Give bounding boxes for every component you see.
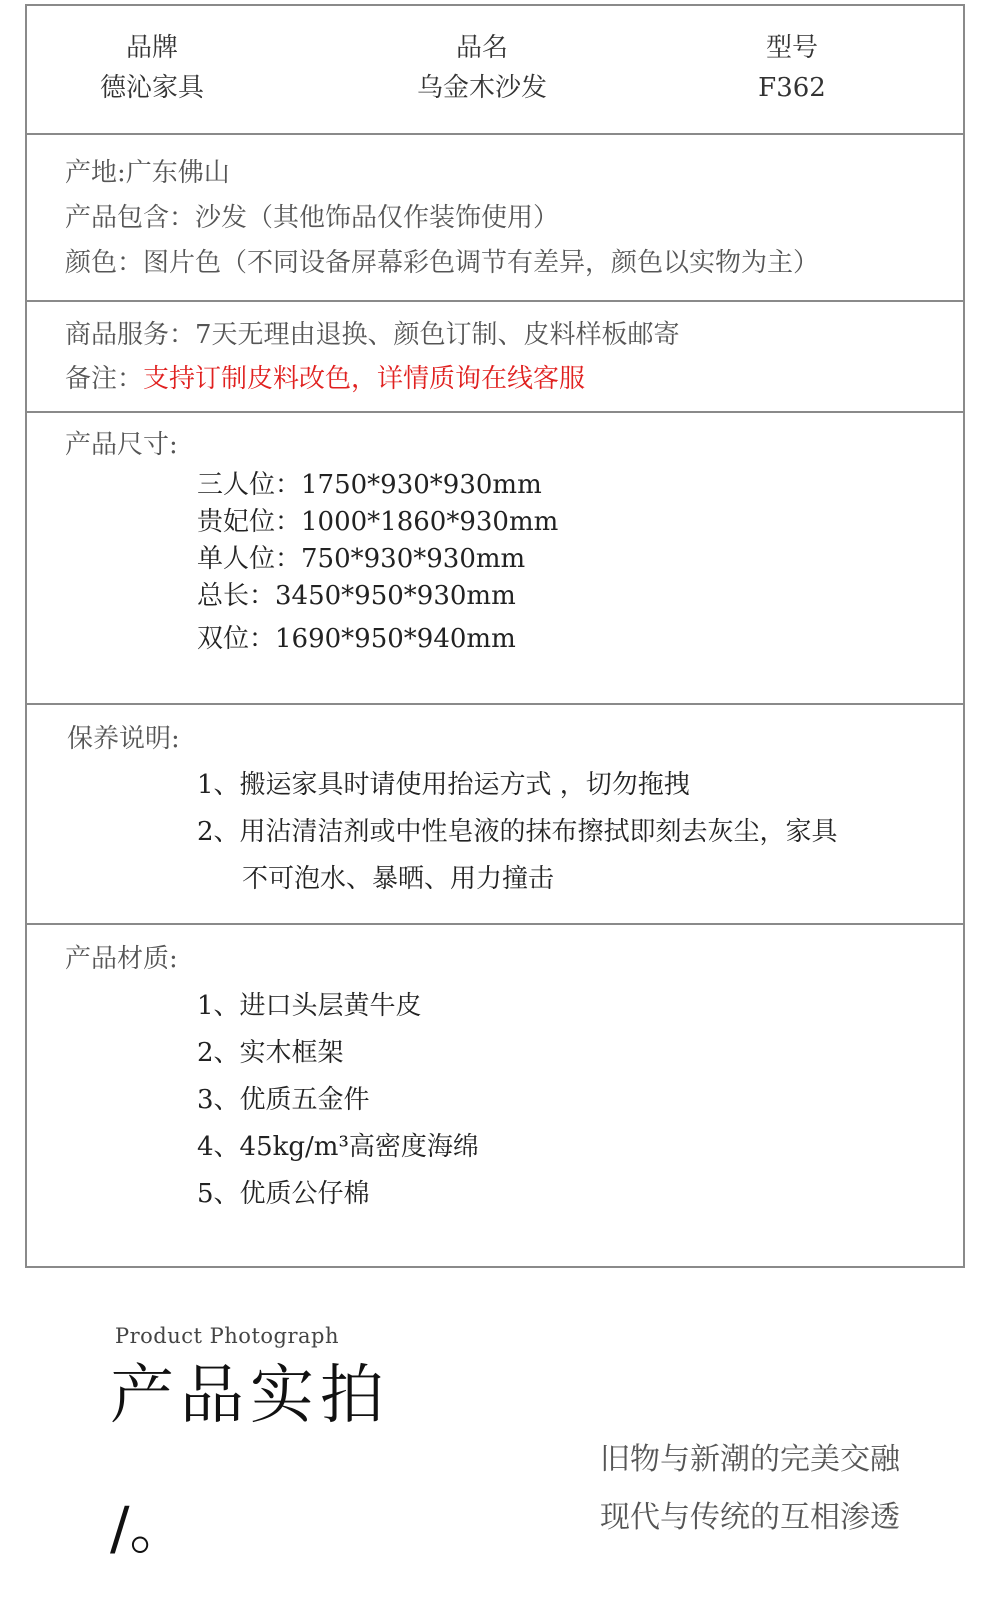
spec-table — [25, 4, 965, 1268]
size-section — [27, 413, 963, 705]
service-line: 商品服务：7天无理由退换、颜色订制、皮料样板邮寄 — [65, 320, 680, 350]
material-item: 1、进口头层黄牛皮 — [197, 991, 422, 1021]
material-item: 3、优质五金件 — [197, 1085, 370, 1115]
english-title: Product Photograph — [115, 1324, 340, 1348]
care-item: 2、用沾清洁剂或中性皂液的抹布擦拭即刻去灰尘，家具 — [197, 817, 838, 847]
chinese-title: 产品实拍 — [110, 1359, 390, 1433]
name-label: 品名 — [455, 33, 508, 63]
brand-column — [47, 28, 257, 108]
tagline-line-1: 旧物与新潮的完美交融 — [600, 1442, 900, 1477]
material-title: 产品材质: — [65, 944, 178, 974]
includes-line: 产品包含：沙发（其他饰品仅作装饰使用） — [65, 203, 560, 233]
note-line — [65, 363, 585, 395]
model-column — [687, 28, 897, 108]
brand-value: 德沁家具 — [99, 73, 204, 103]
model-label: 型号 — [765, 33, 818, 63]
header-row — [27, 6, 963, 135]
size-item: 单人位：750*930*930mm — [197, 544, 526, 574]
origin-section — [27, 135, 963, 302]
slash-mark: /。 — [110, 1494, 188, 1562]
size-title: 产品尺寸: — [65, 430, 178, 460]
care-item: 1、搬运家具时请使用抬运方式 ，切勿拖拽 — [197, 770, 690, 800]
service-section — [27, 302, 963, 413]
color-line: 颜色：图片色（不同设备屏幕彩色调节有差异，颜色以实物为主） — [65, 248, 820, 278]
size-item: 三人位：1750*930*930mm — [197, 470, 542, 500]
name-column — [377, 28, 587, 108]
brand-label: 品牌 — [125, 33, 178, 63]
material-item: 2、实木框架 — [197, 1038, 344, 1068]
care-title: 保养说明: — [67, 724, 180, 754]
material-item: 5、优质公仔棉 — [197, 1179, 370, 1209]
name-value: 乌金木沙发 — [416, 73, 547, 103]
tagline-line-2: 现代与传统的互相渗透 — [600, 1500, 900, 1535]
model-value: F362 — [758, 73, 826, 103]
size-item: 贵妃位：1000*1860*930mm — [197, 507, 559, 537]
note-label: 备注： — [65, 364, 144, 394]
size-item: 总长：3450*950*930mm — [197, 581, 516, 611]
material-item: 4、45kg/m³高密度海绵 — [197, 1132, 479, 1162]
material-section — [27, 925, 963, 1266]
origin-line: 产地:广东佛山 — [65, 158, 230, 188]
size-item: 双位：1690*950*940mm — [197, 624, 516, 654]
care-section — [27, 705, 963, 925]
photo-section-header — [0, 1268, 990, 1621]
note-value: 支持订制皮料改色，详情质询在线客服 — [143, 364, 586, 394]
care-item-continued: 不可泡水、暴晒、用力撞击 — [242, 864, 555, 894]
